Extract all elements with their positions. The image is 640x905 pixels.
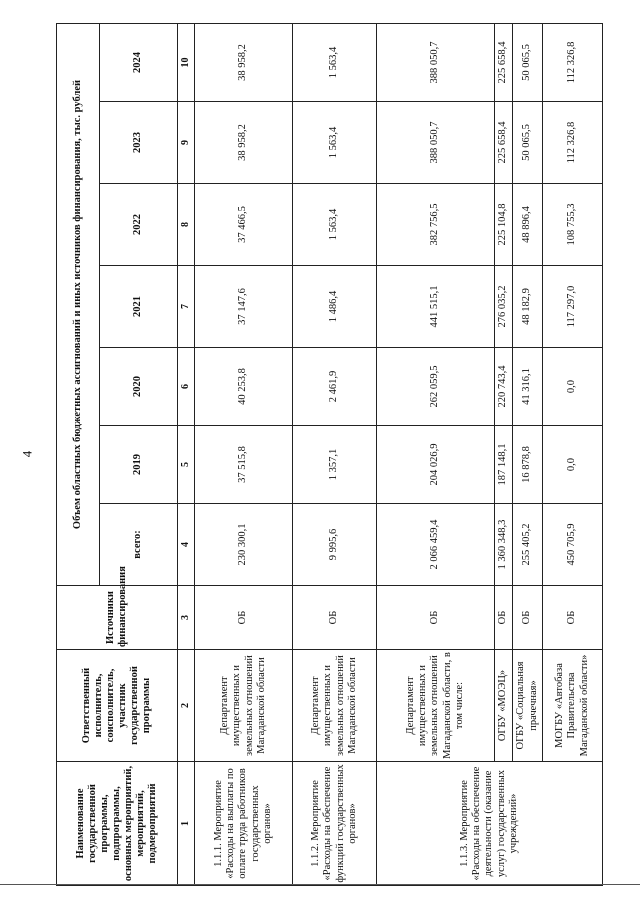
row-source: ОБ <box>195 586 293 650</box>
row-value: 40 253,8 <box>195 348 293 426</box>
row-total: 255 405,2 <box>513 504 543 586</box>
row-responsible: ОГБУ «Социальная прачечная» <box>513 650 543 762</box>
header-year: 2021 <box>100 266 178 348</box>
index-cell: 3 <box>178 586 195 650</box>
row-name: 1.1.1. Мероприятие «Расходы на выплаты по оплате труда работников государственных органов» <box>195 762 293 886</box>
row-total: 9 995,6 <box>293 504 377 586</box>
row-value: 1 563,4 <box>293 102 377 184</box>
row-source: ОБ <box>293 586 377 650</box>
budget-table <box>56 23 603 886</box>
header-row-1 <box>57 23 100 885</box>
table-row <box>293 23 377 885</box>
header-volume: Объем областных бюджетных ассигнований и иных источников финансирования, тыс. рублей <box>57 23 100 585</box>
row-total: 450 705,9 <box>543 504 603 586</box>
header-source: Источники финансирования <box>57 586 178 650</box>
index-row <box>178 23 195 885</box>
row-responsible: МОГБУ «Автобаза Правительства Магаданской области» <box>543 650 603 762</box>
table-row <box>543 23 603 885</box>
row-value: 225 658,4 <box>495 102 513 184</box>
table-row <box>513 23 543 885</box>
rotated-table-container <box>56 24 616 886</box>
row-responsible: Департамент имущественных и земельных отношений Магаданской области, в том числе: <box>377 650 495 762</box>
row-responsible: Департамент имущественных и земельных отношений Магаданской области <box>293 650 377 762</box>
row-value: 225 104,8 <box>495 184 513 266</box>
page-number: 4 <box>19 450 35 458</box>
row-source: ОБ <box>543 586 603 650</box>
header-year: 2020 <box>100 348 178 426</box>
index-cell: 7 <box>178 266 195 348</box>
index-cell: 9 <box>178 102 195 184</box>
row-value: 262 059,5 <box>377 348 495 426</box>
table-row <box>495 23 513 885</box>
row-name: 1.1.2. Мероприятие «Расходы на обеспечение функций государственных органов» <box>293 762 377 886</box>
row-value: 48 896,4 <box>513 184 543 266</box>
row-responsible: ОГБУ «МОЭЦ» <box>495 650 513 762</box>
index-cell: 10 <box>178 23 195 101</box>
table-row <box>377 23 495 885</box>
row-total: 230 300,1 <box>195 504 293 586</box>
header-year: 2022 <box>100 184 178 266</box>
row-value: 1 486,4 <box>293 266 377 348</box>
row-name: 1.1.3. Мероприятие «Расходы на обеспечение деятельности (оказание услуг) государственных учреждений» <box>377 762 603 886</box>
row-value: 41 316,1 <box>513 348 543 426</box>
row-value: 382 756,5 <box>377 184 495 266</box>
row-source: ОБ <box>513 586 543 650</box>
header-year: 2024 <box>100 23 178 101</box>
index-cell: 8 <box>178 184 195 266</box>
row-value: 1 357,1 <box>293 426 377 504</box>
header-year: 2023 <box>100 102 178 184</box>
row-value: 0,0 <box>543 348 603 426</box>
row-value: 38 958,2 <box>195 23 293 101</box>
index-cell: 4 <box>178 504 195 586</box>
row-value: 48 182,9 <box>513 266 543 348</box>
header-name: Наименование государственной программы, подпрограммы, основных мероприятий, мероприятий, подмероприятий <box>57 762 178 886</box>
row-value: 1 563,4 <box>293 184 377 266</box>
row-value: 112 326,8 <box>543 102 603 184</box>
row-value: 37 466,5 <box>195 184 293 266</box>
row-value: 276 035,2 <box>495 266 513 348</box>
row-value: 16 878,8 <box>513 426 543 504</box>
row-value: 108 755,3 <box>543 184 603 266</box>
row-source: ОБ <box>377 586 495 650</box>
row-value: 1 563,4 <box>293 23 377 101</box>
header-total: всего: <box>100 504 178 586</box>
row-value: 441 515,1 <box>377 266 495 348</box>
row-value: 187 148,1 <box>495 426 513 504</box>
row-value: 0,0 <box>543 426 603 504</box>
row-value: 225 658,4 <box>495 23 513 101</box>
row-responsible: Департамент имущественных и земельных отношений Магаданской области <box>195 650 293 762</box>
row-value: 38 958,2 <box>195 102 293 184</box>
row-total: 1 360 348,3 <box>495 504 513 586</box>
row-value: 50 065,5 <box>513 23 543 101</box>
header-responsible: Ответственный исполнитель, соисполнитель, участник государственной программы <box>57 650 178 762</box>
row-value: 37 147,6 <box>195 266 293 348</box>
row-value: 220 743,4 <box>495 348 513 426</box>
row-value: 117 297,0 <box>543 266 603 348</box>
index-cell: 5 <box>178 426 195 504</box>
row-value: 112 326,8 <box>543 23 603 101</box>
row-value: 50 065,5 <box>513 102 543 184</box>
row-source: ОБ <box>495 586 513 650</box>
index-cell: 6 <box>178 348 195 426</box>
row-value: 388 050,7 <box>377 102 495 184</box>
index-cell: 2 <box>178 650 195 762</box>
row-total: 2 066 459,4 <box>377 504 495 586</box>
table-row <box>195 23 293 885</box>
index-cell: 1 <box>178 762 195 886</box>
row-value: 2 461,9 <box>293 348 377 426</box>
row-value: 204 026,9 <box>377 426 495 504</box>
row-value: 37 515,8 <box>195 426 293 504</box>
header-year: 2019 <box>100 426 178 504</box>
bottom-rule <box>0 884 640 885</box>
row-value: 388 050,7 <box>377 23 495 101</box>
